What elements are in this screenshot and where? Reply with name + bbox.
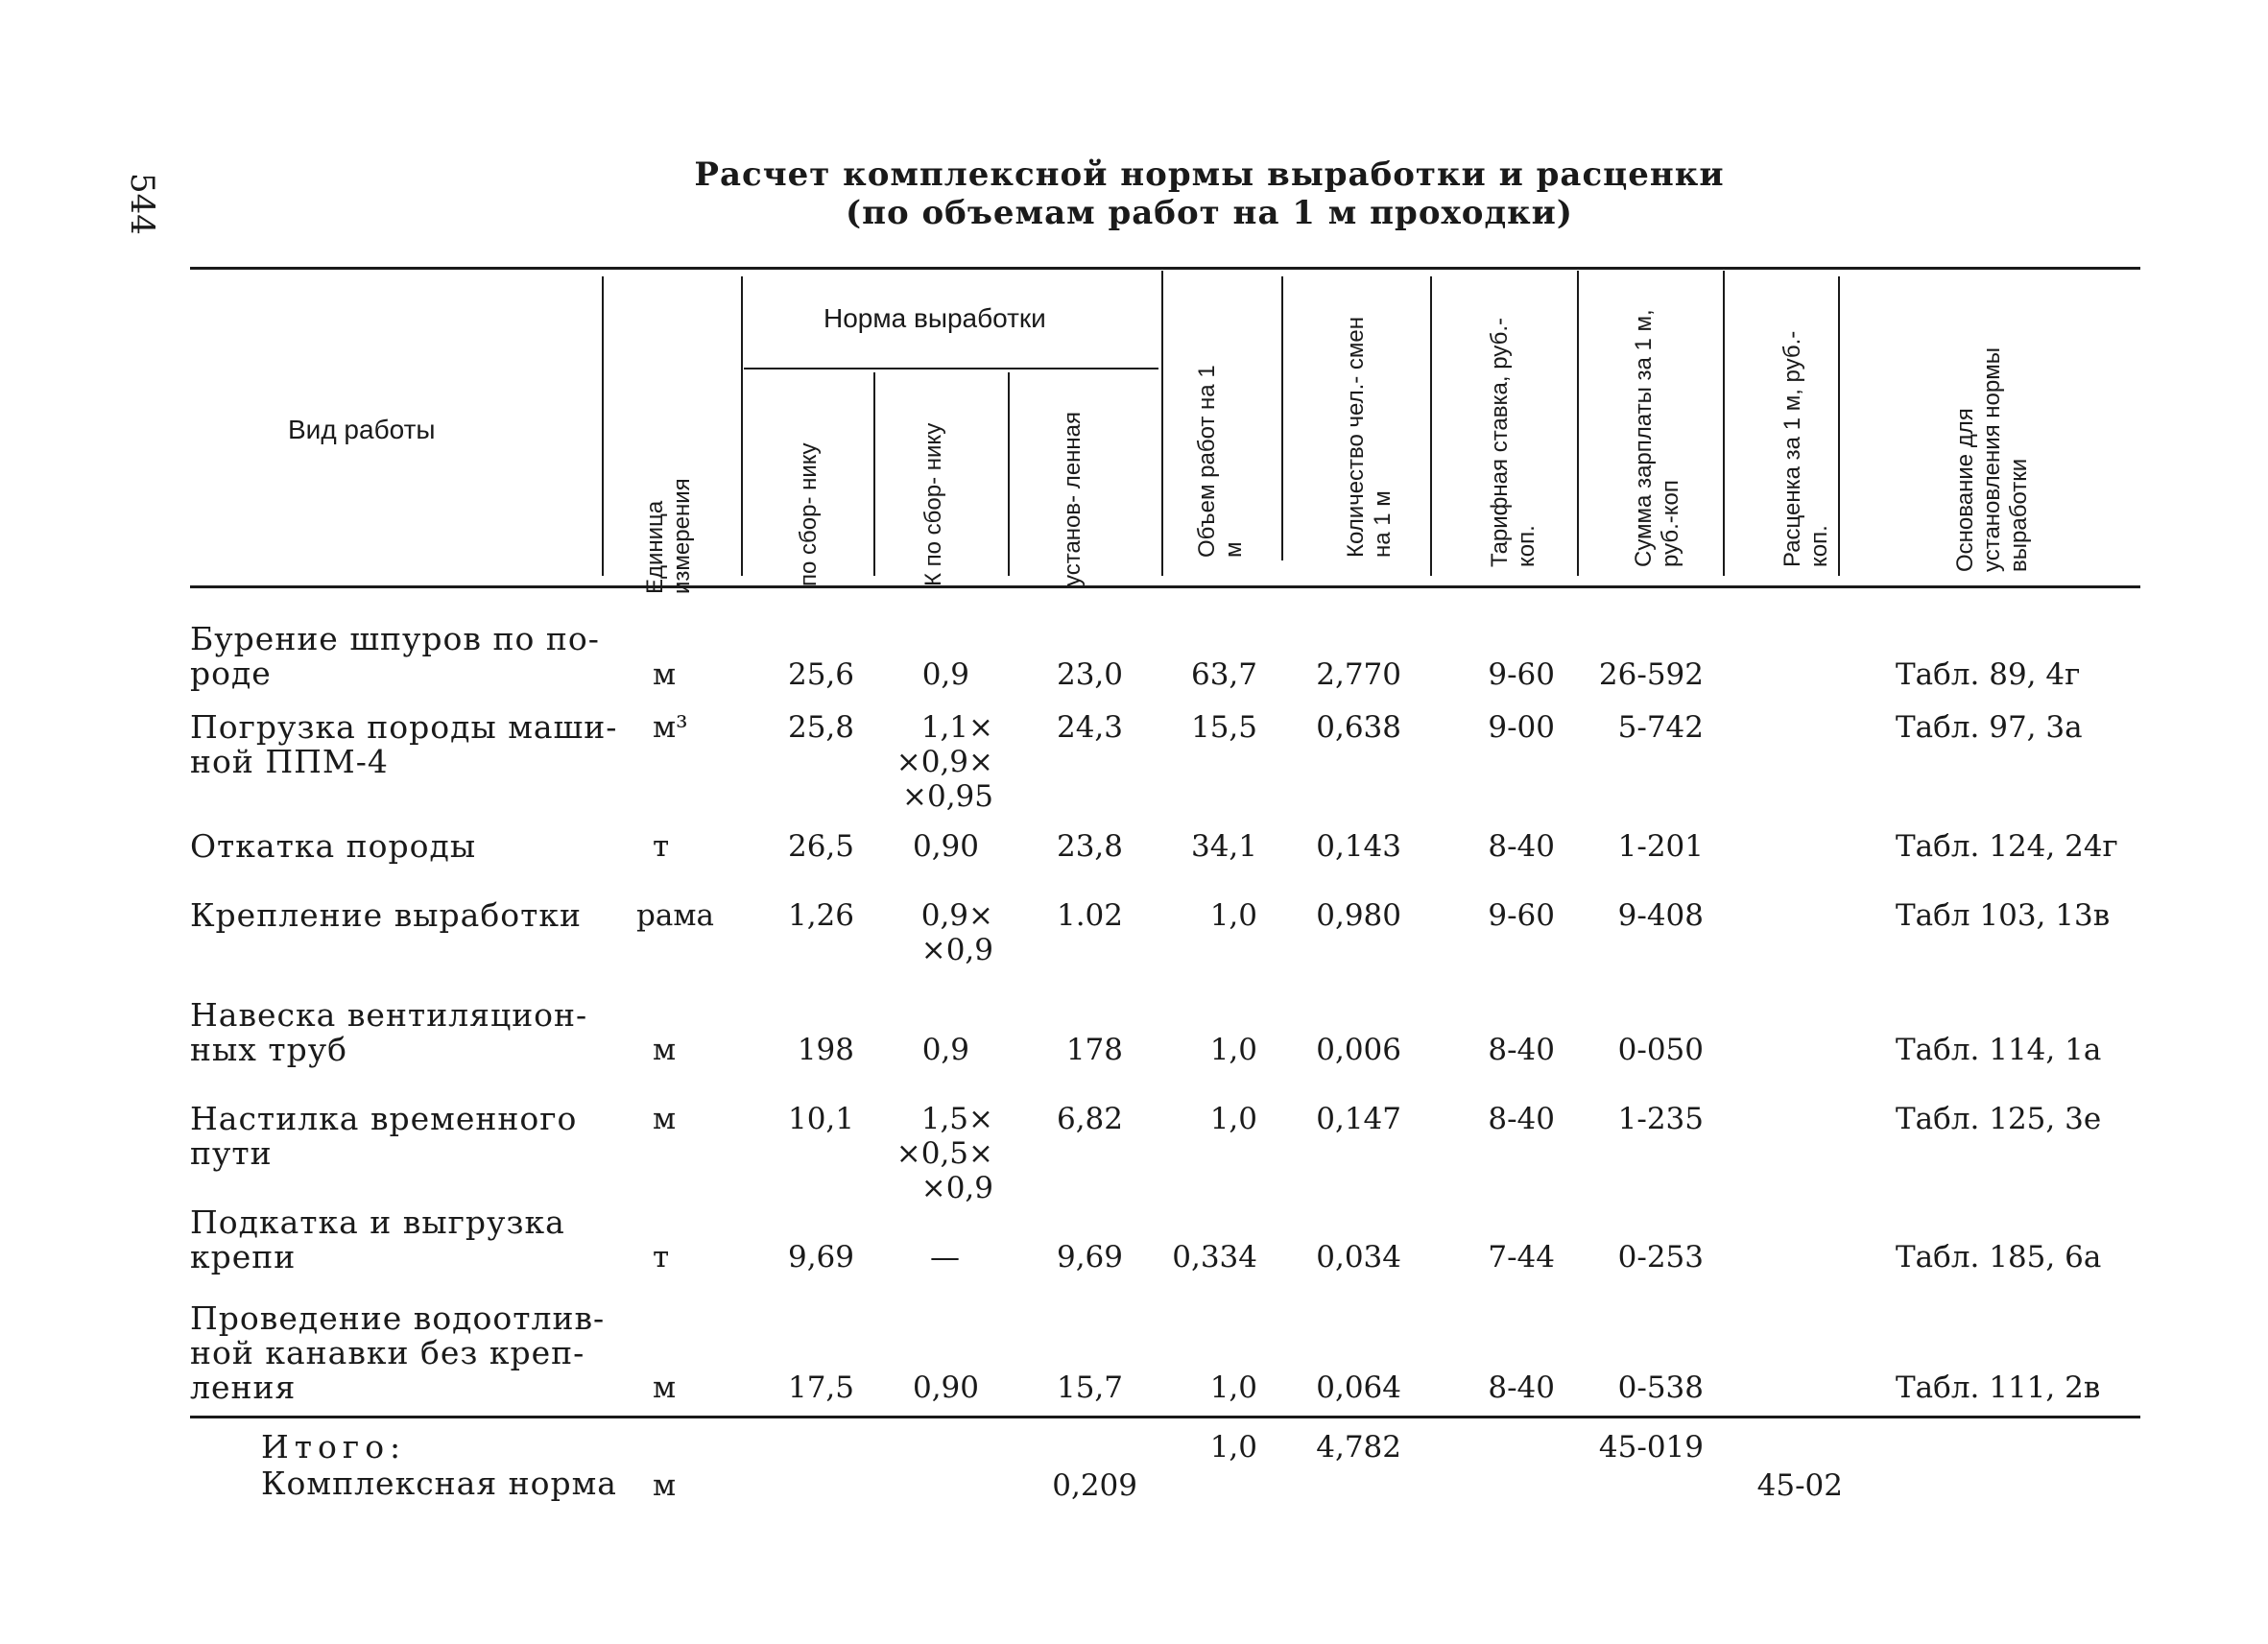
row-unit: м <box>653 1370 677 1405</box>
totals-label: Итого: <box>261 1428 407 1465</box>
row-unit: рама <box>636 898 714 933</box>
row-volume: 0,334 <box>1172 1240 1257 1275</box>
row-work: Бурение шпуров по по- роде <box>190 620 600 692</box>
row-salary: 1-201 <box>1617 829 1704 864</box>
row-tariff: 8-40 <box>1488 1102 1555 1136</box>
row-set: 6,82 <box>1056 1102 1123 1136</box>
row-unit: м <box>653 657 677 692</box>
row-norm: 26,5 <box>787 829 854 864</box>
row-unit: т <box>653 829 670 864</box>
row-salary: 0-050 <box>1617 1033 1704 1067</box>
row-tariff: 8-40 <box>1488 1033 1555 1067</box>
row-salary: 5-742 <box>1617 710 1704 745</box>
page-title-line-2: (по объемам работ на 1 м проходки) <box>846 194 1573 232</box>
totals-shifts: 4,782 <box>1316 1430 1401 1465</box>
row-salary: 0-253 <box>1617 1240 1704 1275</box>
row-tariff: 9-00 <box>1488 710 1555 745</box>
row-work: Откатка породы <box>190 827 477 865</box>
row-set: 9,69 <box>1056 1240 1123 1275</box>
row-work: Подкатка и выгрузка крепи <box>190 1203 565 1275</box>
row-basis: Табл. 185, 6а <box>1896 1240 2102 1275</box>
header-rate: Расценка за 1 м, руб.-коп. <box>1779 330 1832 567</box>
col-divider <box>1577 271 1579 576</box>
row-set: 1.02 <box>1056 898 1123 933</box>
row-tariff: 8-40 <box>1488 1370 1555 1405</box>
row-tariff: 8-40 <box>1488 829 1555 864</box>
header-work: Вид работы <box>288 415 436 444</box>
row-set: 178 <box>1065 1033 1123 1067</box>
row-basis: Табл. 111, 2в <box>1896 1370 2101 1405</box>
totals-salary: 45-019 <box>1598 1430 1704 1465</box>
row-norm: 10,1 <box>787 1102 854 1136</box>
row-volume: 63,7 <box>1190 657 1257 692</box>
row-basis: Табл. 89, 4г <box>1896 657 2081 692</box>
row-shifts: 0,980 <box>1316 898 1401 933</box>
col-divider <box>1430 276 1432 576</box>
col-divider <box>873 372 875 576</box>
header-norm-set: установ- ленная <box>1060 411 1086 586</box>
col-divider <box>1723 271 1725 576</box>
norm-group-rule <box>744 368 1158 369</box>
col-divider <box>1281 276 1283 560</box>
row-k: 0,9 <box>921 1033 969 1067</box>
complex-set: 0,209 <box>1052 1468 1137 1503</box>
header-basis: Основание для установления нормы выработки <box>1952 347 2032 572</box>
row-work: Навеска вентиляцион- ных труб <box>190 996 588 1068</box>
row-norm: 9,69 <box>787 1240 854 1275</box>
row-k: 1,5× ×0,5× ×0,9 <box>895 1102 993 1205</box>
row-k: 1,1× ×0,9× ×0,95 <box>895 710 993 814</box>
row-set: 23,0 <box>1056 657 1123 692</box>
row-shifts: 0,143 <box>1316 829 1401 864</box>
row-set: 23,8 <box>1056 829 1123 864</box>
row-volume: 1,0 <box>1209 1033 1257 1067</box>
row-norm: 1,26 <box>787 898 854 933</box>
row-tariff: 9-60 <box>1488 898 1555 933</box>
row-salary: 9-408 <box>1617 898 1704 933</box>
page-title-line-1: Расчет комплексной нормы выработки и расценки <box>694 155 1725 194</box>
row-basis: Табл. 124, 24г <box>1896 829 2118 864</box>
header-unit: Единица измерения <box>642 478 695 594</box>
row-volume: 1,0 <box>1209 1370 1257 1405</box>
row-basis: Табл. 114, 1а <box>1896 1033 2102 1067</box>
row-k: 0,9 <box>921 657 969 692</box>
row-norm: 25,6 <box>787 657 854 692</box>
header-norm-collection: по сбор- нику <box>796 442 822 586</box>
row-unit: м <box>653 1033 677 1067</box>
header-salary: Сумма зарплаты за 1 м, руб.-коп <box>1631 309 1683 567</box>
totals-rule <box>190 1416 2140 1418</box>
row-unit: м³ <box>653 710 688 745</box>
col-divider <box>741 276 743 576</box>
row-k: — <box>930 1240 960 1275</box>
row-volume: 1,0 <box>1209 898 1257 933</box>
row-basis: Табл. 97, 3а <box>1896 710 2083 745</box>
row-unit: м <box>653 1102 677 1136</box>
header-volume: Объем работ на 1 м <box>1194 365 1247 558</box>
row-basis: Табл. 125, 3е <box>1896 1102 2102 1136</box>
header-norm-group: Норма выработки <box>824 303 1046 333</box>
row-basis: Табл 103, 13в <box>1896 898 2111 933</box>
row-shifts: 0,638 <box>1316 710 1401 745</box>
complex-label: Комплексная норма <box>261 1465 617 1502</box>
totals-volume: 1,0 <box>1209 1430 1257 1465</box>
col-divider <box>1008 372 1010 576</box>
complex-rate: 45-02 <box>1756 1468 1843 1503</box>
row-salary: 0-538 <box>1617 1370 1704 1405</box>
row-volume: 15,5 <box>1190 710 1257 745</box>
table-top-rule <box>190 267 2140 270</box>
row-salary: 26-592 <box>1598 657 1704 692</box>
row-work: Проведение водоотлив- ной канавки без креп- ления <box>190 1299 606 1406</box>
row-shifts: 0,034 <box>1316 1240 1401 1275</box>
row-k: 0,90 <box>912 1370 979 1405</box>
row-unit: т <box>653 1240 670 1275</box>
row-k: 0,9× ×0,9 <box>920 898 993 967</box>
complex-unit: м <box>653 1468 677 1503</box>
row-shifts: 2,770 <box>1316 657 1401 692</box>
col-divider <box>1161 271 1163 576</box>
row-tariff: 7-44 <box>1488 1240 1555 1275</box>
row-shifts: 0,006 <box>1316 1033 1401 1067</box>
header-bottom-rule <box>190 585 2140 588</box>
row-norm: 25,8 <box>787 710 854 745</box>
row-volume: 1,0 <box>1209 1102 1257 1136</box>
row-shifts: 0,147 <box>1316 1102 1401 1136</box>
header-tariff: Тарифная ставка, руб.-коп. <box>1487 318 1540 567</box>
row-k: 0,90 <box>912 829 979 864</box>
col-divider <box>602 276 604 576</box>
row-set: 15,7 <box>1056 1370 1123 1405</box>
row-volume: 34,1 <box>1190 829 1257 864</box>
row-shifts: 0,064 <box>1316 1370 1401 1405</box>
row-norm: 198 <box>797 1033 854 1067</box>
header-k-collection: К по сбор- нику <box>920 422 946 586</box>
header-shifts: Количество чел.- смен на 1 м <box>1343 316 1396 558</box>
row-tariff: 9-60 <box>1488 657 1555 692</box>
page-number: 544 <box>123 173 161 235</box>
row-set: 24,3 <box>1056 710 1123 745</box>
row-salary: 1-235 <box>1617 1102 1704 1136</box>
row-work: Погрузка породы маши- ной ППМ-4 <box>190 708 618 780</box>
row-norm: 17,5 <box>787 1370 854 1405</box>
row-work: Настилка временного пути <box>190 1100 578 1172</box>
row-work: Крепление выработки <box>190 896 582 934</box>
